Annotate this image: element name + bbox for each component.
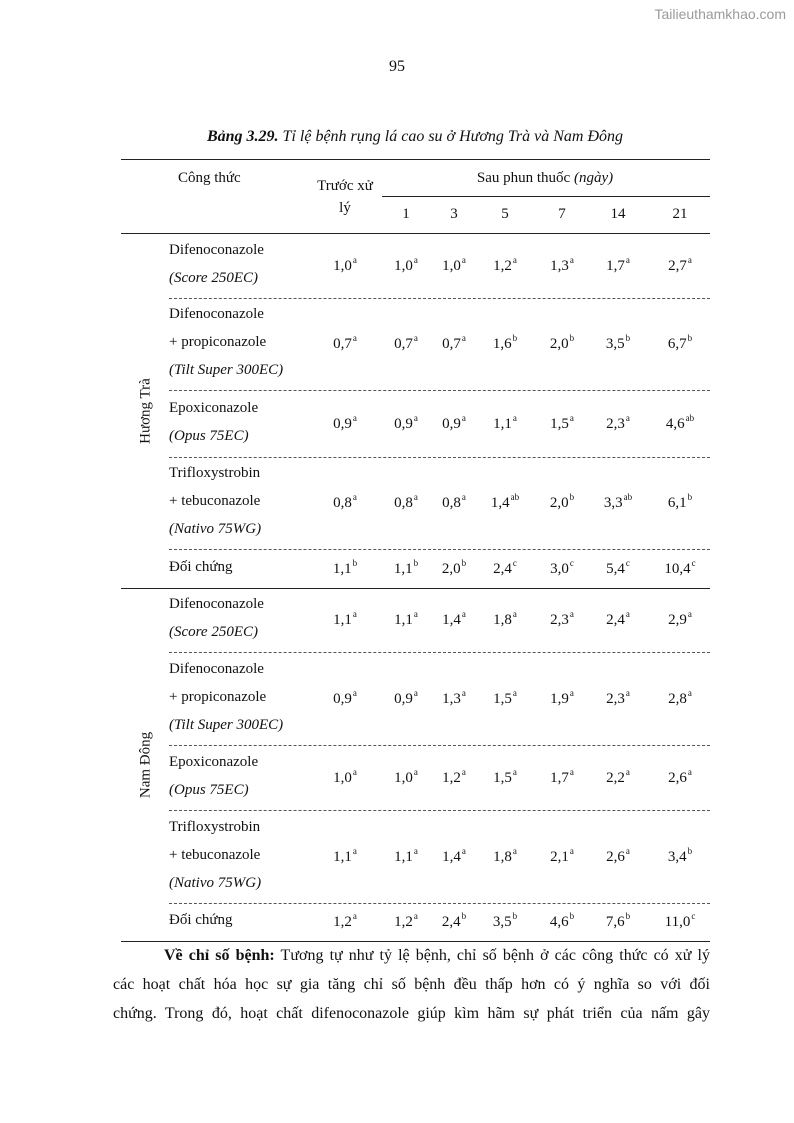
formula-line: Epoxiconazole <box>169 399 259 416</box>
value-number: 2,6 <box>606 848 625 865</box>
value-number: 3,5 <box>605 336 625 352</box>
value-number: 1,7 <box>606 257 625 274</box>
value-number: 2,3 <box>606 415 625 432</box>
value-letter: a <box>461 845 466 856</box>
value-cell <box>493 256 517 275</box>
table-top-rule <box>121 159 710 160</box>
header-sub-rule <box>382 196 710 197</box>
value-letter: a <box>512 766 517 777</box>
value-number: 1,0 <box>442 257 461 274</box>
value-cell <box>493 414 517 433</box>
value-cell <box>333 559 357 578</box>
value-letter: a <box>461 492 466 502</box>
value-number: 2,4 <box>493 560 512 577</box>
value-letter: b <box>687 845 693 856</box>
header-day-3: 7 <box>558 206 566 222</box>
value-cell <box>668 610 692 629</box>
table-caption <box>120 128 710 146</box>
value-letter: a <box>413 687 418 698</box>
value-letter: b <box>413 557 419 568</box>
value-letter: a <box>413 333 418 343</box>
value-cell <box>442 689 466 708</box>
row-separator <box>169 903 710 904</box>
formula-line: Difenoconazole <box>169 306 264 322</box>
value-number: 1,0 <box>333 257 352 274</box>
value-letter: b <box>569 333 575 343</box>
formula-line: Difenoconazole <box>169 241 264 258</box>
value-letter: c <box>569 557 574 568</box>
formula-line: (Opus 75EC) <box>169 427 249 444</box>
value-number: 1,5 <box>493 690 512 707</box>
value-letter: b <box>352 557 358 568</box>
row-separator <box>169 298 710 299</box>
formula-line: (Score 250EC) <box>169 269 259 286</box>
row-separator <box>169 457 710 458</box>
value-letter: a <box>461 687 466 698</box>
header-before: Trước xử lý <box>317 178 373 216</box>
value-number: 0,7 <box>394 336 413 352</box>
value-letter: a <box>352 687 357 698</box>
value-cell <box>333 256 357 275</box>
value-cell <box>668 334 692 353</box>
value-letter: a <box>461 609 466 619</box>
value-letter: a <box>413 766 418 777</box>
value-number: 3,0 <box>550 560 569 577</box>
value-number: 2,9 <box>668 612 687 628</box>
value-cell <box>442 847 466 866</box>
value-number: 10,4 <box>664 560 691 577</box>
value-number: 0,8 <box>333 495 352 511</box>
value-cell <box>394 334 418 353</box>
value-cell <box>493 689 517 708</box>
value-number: 7,6 <box>605 914 625 930</box>
value-letter: ab <box>685 412 695 423</box>
value-number: 1,1 <box>333 612 352 628</box>
formula-line: + tebuconazole <box>169 493 261 509</box>
value-cell <box>394 559 418 578</box>
value-letter: a <box>413 492 418 502</box>
formula-line: (Tilt Super 300EC) <box>169 362 284 378</box>
value-cell <box>493 559 517 578</box>
formula-line: (Nativo 75WG) <box>169 521 262 537</box>
value-number: 2,4 <box>606 612 625 628</box>
value-cell <box>606 256 630 275</box>
value-letter: a <box>413 609 418 619</box>
value-number: 1,2 <box>333 914 352 930</box>
value-letter: a <box>352 254 357 265</box>
row-separator <box>169 810 710 811</box>
value-number: 1,0 <box>394 769 413 786</box>
header-day-0: 1 <box>402 206 410 222</box>
value-cell <box>333 912 357 931</box>
value-number: 4,6 <box>549 914 569 930</box>
formula-line: (Score 250EC) <box>169 624 259 640</box>
value-cell <box>550 689 574 708</box>
value-number: 2,3 <box>550 612 569 628</box>
value-number: 2,6 <box>668 769 687 786</box>
value-cell <box>550 334 574 353</box>
value-number: 1,4 <box>490 495 510 511</box>
value-number: 6,7 <box>667 336 687 352</box>
formula-line: Difenoconazole <box>169 596 264 612</box>
value-number: 1,4 <box>442 848 461 865</box>
value-letter: a <box>512 412 517 423</box>
value-number: 2,0 <box>549 336 569 352</box>
value-letter: a <box>625 687 630 698</box>
value-cell <box>668 689 692 708</box>
value-letter: a <box>569 845 574 856</box>
value-letter: b <box>569 911 575 921</box>
value-cell <box>442 912 466 931</box>
value-cell <box>394 610 418 629</box>
header-day-4: 14 <box>610 206 626 222</box>
value-cell <box>668 493 692 512</box>
value-number: 1,3 <box>550 257 569 274</box>
caption-label: Bảng 3.29. <box>206 128 279 145</box>
value-cell <box>550 768 574 787</box>
header-bottom-rule <box>121 233 710 234</box>
value-number: 11,0 <box>664 914 691 930</box>
value-cell <box>491 493 519 512</box>
watermark: Tailieuthamkhao.com <box>654 6 786 22</box>
value-cell <box>664 559 695 578</box>
formula-line: Đối chứng <box>169 912 233 928</box>
value-number: 0,9 <box>394 415 413 432</box>
value-number: 1,5 <box>550 415 569 432</box>
value-letter: a <box>625 254 630 265</box>
value-cell <box>550 912 574 931</box>
value-number: 0,8 <box>394 495 413 511</box>
value-number: 1,8 <box>493 612 512 628</box>
value-number: 1,1 <box>493 415 512 432</box>
header-day-2: 5 <box>501 206 509 222</box>
value-number: 1,1 <box>393 560 413 577</box>
row-separator <box>169 652 710 653</box>
value-letter: a <box>625 412 630 423</box>
formula-line: + propiconazole <box>169 688 267 705</box>
value-letter: a <box>512 687 517 698</box>
formula-line: Epoxiconazole <box>169 753 259 770</box>
group-label-1: Nam Đông <box>137 731 154 798</box>
value-number: 1,3 <box>442 690 461 707</box>
value-number: 1,0 <box>394 257 413 274</box>
value-cell <box>333 493 357 512</box>
value-letter: a <box>461 412 466 423</box>
header-day-1: 3 <box>450 206 458 222</box>
value-cell <box>442 768 466 787</box>
group-divider <box>121 588 710 589</box>
value-letter: a <box>625 609 630 619</box>
value-cell <box>606 334 630 353</box>
value-letter: a <box>413 412 418 423</box>
value-letter: a <box>687 609 692 619</box>
value-number: 2,0 <box>441 560 461 577</box>
value-letter: a <box>413 911 418 921</box>
value-cell <box>333 768 357 787</box>
value-letter: a <box>687 687 692 698</box>
paragraph-line-3: chứng. Trong đó, hoạt chất difenoconazole giúp kìm hãm sự phát triển của nấm gây <box>113 1005 710 1022</box>
formula-line: + propiconazole <box>169 334 267 350</box>
value-letter: a <box>512 609 517 619</box>
value-number: 5,4 <box>606 560 625 577</box>
value-letter: c <box>512 557 517 568</box>
value-number: 2,4 <box>441 914 461 930</box>
row-separator <box>169 549 710 550</box>
row-separator <box>169 390 710 391</box>
value-letter: b <box>687 492 693 502</box>
value-number: 3,3 <box>603 495 623 511</box>
value-cell <box>442 334 466 353</box>
value-letter: a <box>352 412 357 423</box>
header-after <box>477 170 613 187</box>
value-number: 1,6 <box>492 336 512 352</box>
paragraph-line-1-text: Tương tự như tỷ lệ bệnh, chỉ số bệnh ở các công thức có xử lý <box>274 947 710 964</box>
value-letter: a <box>687 254 692 265</box>
value-number: 1,2 <box>442 769 461 786</box>
value-number: 1,8 <box>493 848 512 865</box>
formula-line: (Tilt Super 300EC) <box>169 716 284 733</box>
value-cell <box>333 414 357 433</box>
header-after-unit: (ngày) <box>573 170 614 186</box>
value-cell <box>604 493 632 512</box>
value-number: 0,7 <box>333 336 352 352</box>
value-cell <box>333 847 357 866</box>
value-letter: a <box>461 333 466 343</box>
value-number: 1,1 <box>394 612 413 628</box>
value-cell <box>333 610 357 629</box>
value-letter: c <box>625 557 630 568</box>
value-letter: b <box>625 333 631 343</box>
paragraph-bold-lead: Về chỉ số bệnh: <box>164 947 275 964</box>
value-number: 2,8 <box>668 690 687 707</box>
value-letter: ab <box>510 492 520 502</box>
value-number: 1,0 <box>333 769 352 786</box>
value-letter: b <box>461 911 467 921</box>
formula-line: + tebuconazole <box>169 846 261 863</box>
value-letter: b <box>512 333 518 343</box>
value-letter: a <box>512 254 517 265</box>
value-number: 2,1 <box>550 848 569 865</box>
value-letter: a <box>569 412 574 423</box>
paragraph-line-1 <box>113 941 710 970</box>
value-cell <box>394 689 418 708</box>
value-cell <box>442 493 466 512</box>
value-letter: b <box>687 333 693 343</box>
value-letter: a <box>352 492 357 502</box>
value-number: 1,1 <box>332 560 352 577</box>
row-separator <box>169 745 710 746</box>
value-number: 1,9 <box>550 690 569 707</box>
value-cell <box>394 414 418 433</box>
value-cell <box>550 610 574 629</box>
value-number: 1,7 <box>550 769 569 786</box>
value-letter: a <box>625 845 630 856</box>
value-number: 1,4 <box>442 612 461 628</box>
value-cell <box>550 847 574 866</box>
value-letter: a <box>461 254 466 265</box>
formula-line: (Nativo 75WG) <box>169 874 262 891</box>
value-number: 1,5 <box>493 769 512 786</box>
value-cell <box>493 334 517 353</box>
value-number: 3,4 <box>667 848 687 865</box>
value-number: 3,5 <box>492 914 512 930</box>
value-number: 4,6 <box>665 415 685 432</box>
value-number: 0,9 <box>394 690 413 707</box>
value-cell <box>550 493 574 512</box>
value-number: 2,7 <box>668 257 687 274</box>
value-cell <box>550 256 574 275</box>
value-number: 1,2 <box>394 914 413 930</box>
value-cell <box>606 559 630 578</box>
group-label-0: Hương Trà <box>137 377 154 444</box>
value-letter: a <box>569 687 574 698</box>
value-number: 0,9 <box>333 415 352 432</box>
value-cell <box>442 414 466 433</box>
value-cell <box>606 912 630 931</box>
value-letter: a <box>512 845 517 856</box>
value-letter: a <box>461 766 466 777</box>
page-number: 95 <box>389 58 405 75</box>
value-letter: a <box>687 766 692 777</box>
value-cell <box>394 256 418 275</box>
value-letter: a <box>569 609 574 619</box>
value-cell <box>606 768 630 787</box>
value-letter: a <box>352 766 357 777</box>
value-cell <box>493 847 517 866</box>
value-letter: a <box>413 845 418 856</box>
value-cell <box>668 768 692 787</box>
value-cell <box>394 912 418 931</box>
header-after-main: Sau phun thuốc <box>476 170 574 186</box>
formula-line: Trifloxystrobin <box>169 818 261 835</box>
value-cell <box>442 610 466 629</box>
value-number: 0,9 <box>442 415 461 432</box>
value-cell <box>493 768 517 787</box>
value-cell <box>442 256 466 275</box>
value-letter: c <box>691 911 696 921</box>
value-cell <box>606 847 630 866</box>
value-number: 0,8 <box>442 495 461 511</box>
value-cell <box>394 768 418 787</box>
value-letter: a <box>352 333 357 343</box>
value-letter: c <box>691 557 696 568</box>
value-letter: a <box>625 766 630 777</box>
value-letter: ab <box>623 492 633 502</box>
formula-line: Đối chứng <box>169 558 233 575</box>
value-cell <box>606 689 630 708</box>
value-cell <box>668 847 692 866</box>
value-cell <box>550 559 574 578</box>
formula-line: (Opus 75EC) <box>169 781 249 798</box>
value-cell <box>333 689 357 708</box>
value-letter: b <box>461 557 467 568</box>
value-number: 0,9 <box>333 690 352 707</box>
value-letter: a <box>569 766 574 777</box>
formula-line: Trifloxystrobin <box>169 465 261 481</box>
value-letter: b <box>625 911 631 921</box>
paragraph-line-2: các hoạt chất hóa học sự gia tăng chỉ số bệnh đều thấp hơn có ý nghĩa so với đối <box>113 976 710 993</box>
value-cell <box>493 912 517 931</box>
value-number: 2,0 <box>549 495 569 511</box>
value-cell <box>665 912 696 931</box>
value-letter: a <box>413 254 418 265</box>
caption-title: Tỉ lệ bệnh rụng lá cao su ở Hương Trà và Nam Đông <box>278 128 624 145</box>
value-letter: a <box>352 911 357 921</box>
value-cell <box>550 414 574 433</box>
value-letter: a <box>569 254 574 265</box>
value-number: 1,2 <box>493 257 512 274</box>
header-day-5: 21 <box>672 206 688 222</box>
value-letter: b <box>569 492 575 502</box>
value-letter: a <box>352 845 357 856</box>
value-cell <box>606 414 630 433</box>
value-cell <box>333 334 357 353</box>
value-number: 2,2 <box>606 769 625 786</box>
value-cell <box>394 493 418 512</box>
value-number: 1,1 <box>394 848 413 865</box>
value-cell <box>606 610 630 629</box>
value-number: 1,1 <box>333 848 352 865</box>
value-number: 6,1 <box>667 495 687 511</box>
value-cell <box>493 610 517 629</box>
value-cell <box>666 414 694 433</box>
value-cell <box>394 847 418 866</box>
value-letter: a <box>352 609 357 619</box>
value-cell <box>442 559 466 578</box>
value-number: 0,7 <box>442 336 461 352</box>
value-number: 2,3 <box>606 690 625 707</box>
value-letter: b <box>512 911 518 921</box>
header-formula: Công thức <box>178 170 241 186</box>
formula-line: Difenoconazole <box>169 660 264 677</box>
body-paragraph <box>113 941 710 1028</box>
value-cell <box>668 256 692 275</box>
